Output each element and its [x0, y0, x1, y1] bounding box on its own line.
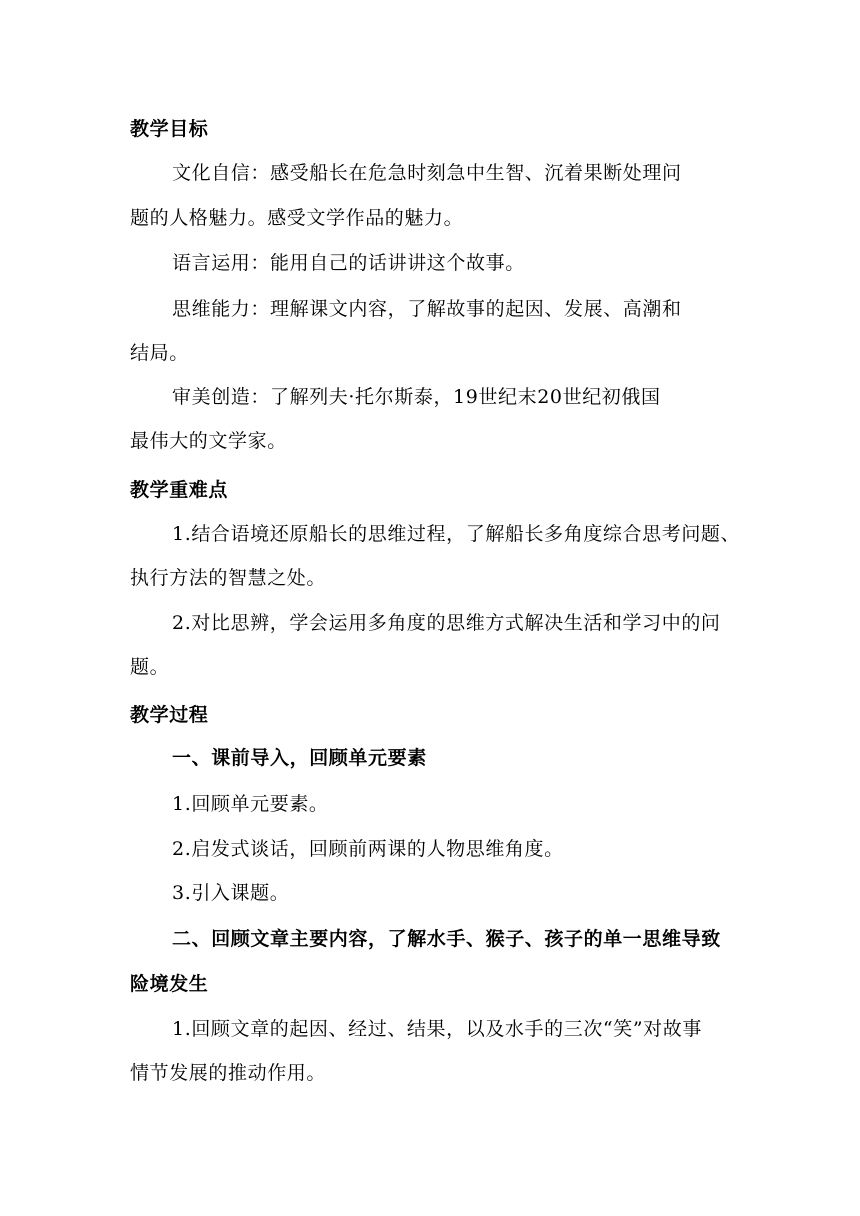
paragraph-line: 结局。: [130, 342, 189, 364]
list-item: 3.引入课题。: [172, 882, 290, 904]
list-item: 2.启发式谈话，回顾前两课的人物思维角度。: [172, 838, 564, 860]
subheading-part1: 一、课前导入，回顾单元要素: [172, 747, 427, 769]
paragraph-line: 最伟大的文学家。: [130, 430, 287, 452]
paragraph-line: 审美创造：了解列夫·托尔斯泰，19世纪末20世纪初俄国: [172, 386, 661, 408]
paragraph-line: 执行方法的智慧之处。: [130, 567, 327, 589]
subheading-part2-continued: 险境发生: [130, 973, 209, 995]
paragraph-line: 1.结合语境还原船长的思维过程，了解船长多角度综合思考问题、: [172, 523, 741, 545]
subheading-part2: 二、回顾文章主要内容，了解水手、猴子、孩子的单一思维导致: [172, 928, 721, 950]
paragraph-line: 题。: [130, 656, 170, 678]
paragraph-line: 思维能力：理解课文内容，了解故事的起因、发展、高潮和: [172, 298, 682, 320]
paragraph-line: 2.对比思辨，学会运用多角度的思维方式解决生活和学习中的问: [172, 612, 721, 634]
paragraph-line: 题的人格魅力。感受文学作品的魅力。: [130, 207, 464, 229]
list-item-continued: 情节发展的推动作用。: [130, 1062, 327, 1084]
paragraph-line: 语言运用：能用自己的话讲讲这个故事。: [172, 252, 525, 274]
list-item: 1.回顾文章的起因、经过、结果，以及水手的三次“笑”对故事: [172, 1018, 702, 1040]
section-heading-keypoints: 教学重难点: [130, 479, 229, 501]
section-heading-goals: 教学目标: [130, 118, 209, 140]
paragraph-line: 文化自信：感受船长在危急时刻急中生智、沉着果断处理问: [172, 162, 682, 184]
section-heading-process: 教学过程: [130, 704, 209, 726]
list-item: 1.回顾单元要素。: [172, 793, 329, 815]
